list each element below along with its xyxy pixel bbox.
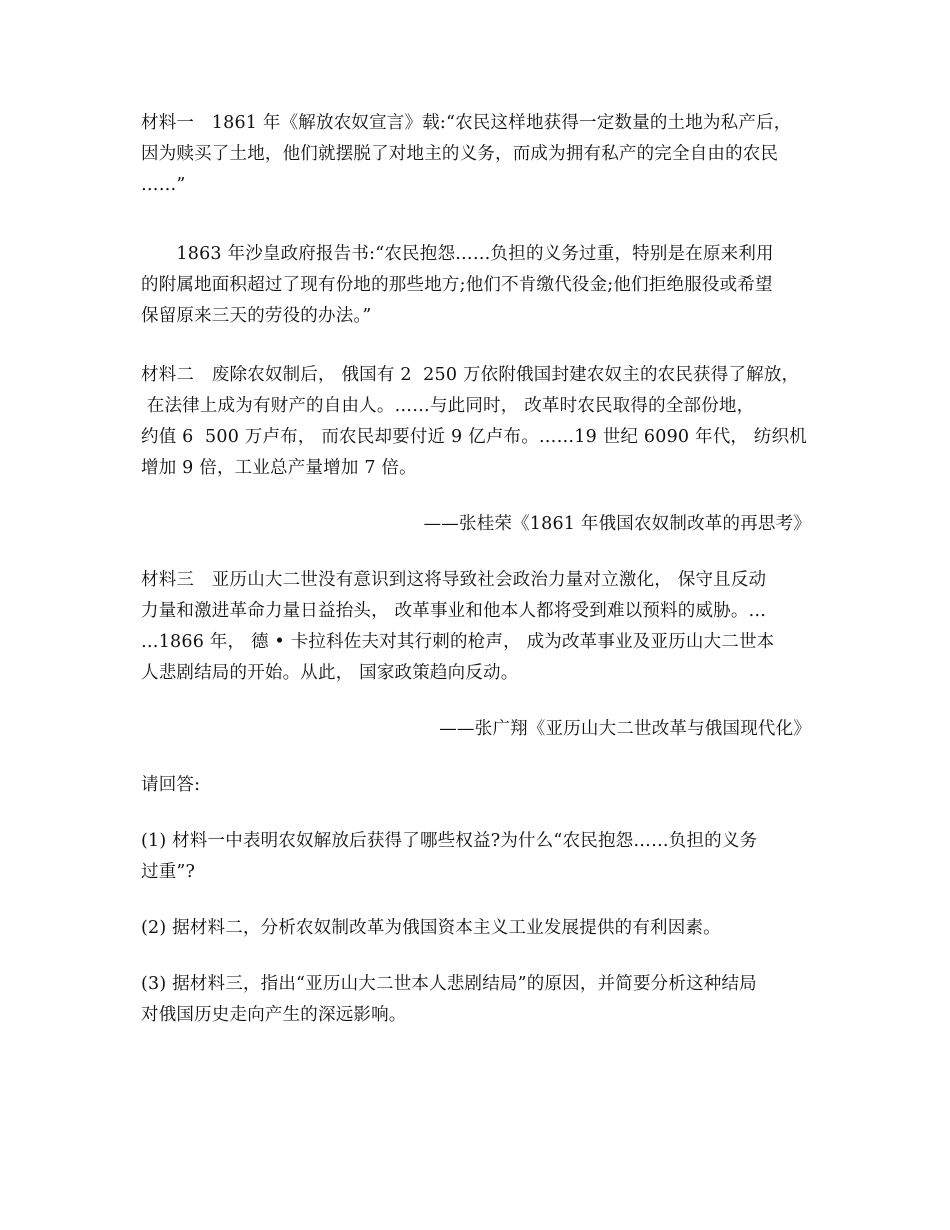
question-3-line: 对俄国历史走向产生的深远影响。 (141, 1005, 407, 1025)
material-1-report-line: 1863 年沙皇政府报告书:“农民抱怨……负担的义务过重，特别是在原来利用 (141, 244, 774, 264)
question-3 (141, 969, 811, 1031)
material-3-line: 材料三 亚历山大二世没有意识到这将导致社会政治力量对立激化， 保守且反动 (141, 570, 767, 590)
material-2-line: 在法律上成为有财产的自由人。……与此同时， 改革时农民取得的全部份地， (141, 396, 755, 416)
material-2-paragraph (141, 360, 811, 484)
material-3-line: 人悲剧结局的开始。从此， 国家政策趋向反动。 (141, 663, 519, 683)
material-2-line: 材料二 废除农奴制后， 俄国有 2 250 万依附俄国封建农奴主的农民获得了解放， (141, 365, 800, 385)
question-1-line: 过重”? (141, 862, 196, 882)
question-2 (141, 913, 811, 944)
material-3-line: …1866 年， 德 • 卡拉科佐夫对其行刺的枪声， 成为改革事业及亚历山大二世本 (141, 632, 775, 652)
material-1-line: 因为赎买了土地，他们就摆脱了对地主的义务，而成为拥有私产的完全自由的农民 (141, 144, 779, 164)
question-1 (141, 826, 811, 888)
material-1-line: ……” (141, 175, 186, 195)
material-3-paragraph (141, 565, 811, 689)
material-1-paragraph (141, 108, 811, 201)
material-3-line: 力量和激进革命力量日益抬头， 改革事业和他本人都将受到难以预料的威胁。… (141, 601, 767, 621)
material-1-report-line: 保留原来三天的劳役的办法。” (141, 306, 372, 326)
question-3-line: (3) 据材料三，指出“亚历山大二世本人悲剧结局”的原因，并简要分析这种结局 (141, 974, 757, 994)
material-3-source: ——张广翔《亚历山大二世改革与俄国现代化》 (439, 719, 811, 739)
question-2-line: (2) 据材料二，分析农奴制改革为俄国资本主义工业发展提供的有利因素。 (141, 918, 721, 938)
document-page (141, 108, 811, 1031)
answer-prompt: 请回答: (141, 775, 201, 795)
material-2-line: 约值 6 500 万卢布， 而农民却要付近 9 亿卢布。……19 世纪 6090 年代， 纺织机 (141, 427, 807, 447)
material-2-line: 增加 9 倍，工业总产量增加 7 倍。 (141, 458, 417, 478)
material-1-report-paragraph (141, 239, 811, 332)
material-2-source: ——张桂荣《1861 年俄国农奴制改革的再思考》 (423, 514, 811, 534)
material-1-line: 材料一 1861 年《解放农奴宣言》载:“农民这样地获得一定数量的土地为私产后， (141, 113, 792, 133)
question-1-line: (1) 材料一中表明农奴解放后获得了哪些权益?为什么“农民抱怨……负担的义务 (141, 831, 758, 851)
material-1-report-line: 的附属地面积超过了现有份地的那些地方;他们不肯缴代役金;他们拒绝服役或希望 (141, 275, 773, 295)
